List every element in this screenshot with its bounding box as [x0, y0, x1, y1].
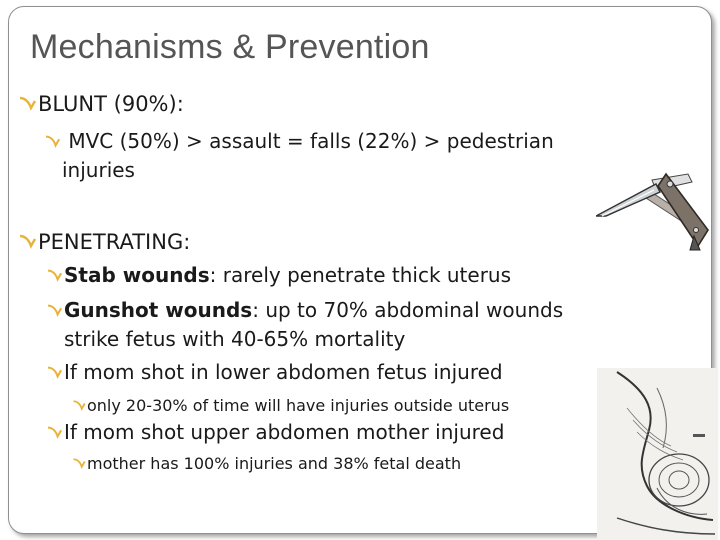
knife-icon — [596, 160, 716, 260]
gunshot-line — [46, 298, 563, 322]
lower-abdomen-text: If mom shot in lower abdomen fetus injured — [64, 360, 503, 384]
upper-detail-line — [72, 454, 461, 473]
bullet-icon — [72, 454, 87, 473]
lower-detail-text: only 20-30% of time will have injuries outside uterus — [87, 396, 510, 415]
stab-label: Stab wounds — [64, 263, 210, 287]
bullet-icon — [46, 420, 64, 444]
slide-title: Mechanisms & Prevention — [30, 28, 430, 66]
upper-detail-text: mother has 100% injuries and 38% fetal death — [87, 454, 462, 473]
blunt-sub-line — [44, 129, 554, 153]
blunt-sub-line2: injuries — [62, 158, 135, 182]
bullet-icon — [46, 263, 64, 287]
bullet-icon — [46, 298, 64, 322]
bullet-icon — [18, 230, 38, 254]
lower-abdomen-line — [46, 360, 503, 384]
anatomical-drawing — [597, 368, 718, 540]
gunshot-label: Gunshot wounds — [64, 298, 253, 322]
penetrating-heading: PENETRATING: — [38, 230, 191, 254]
upper-abdomen-line — [46, 420, 504, 444]
lower-detail-line — [72, 396, 509, 415]
bullet-icon — [44, 129, 62, 153]
gunshot-line2: strike fetus with 40-65% mortality — [64, 327, 406, 351]
stab-line — [46, 263, 511, 287]
stab-text: : rarely penetrate thick uterus — [209, 263, 512, 287]
blunt-mechanisms-text: MVC (50%) > assault = falls (22%) > pedestrian — [62, 129, 554, 153]
bullet-icon — [46, 360, 64, 384]
blunt-heading-line — [18, 92, 184, 116]
bullet-icon — [72, 396, 87, 415]
upper-abdomen-text: If mom shot upper abdomen mother injured — [64, 420, 505, 444]
bullet-icon — [18, 92, 38, 116]
penetrating-heading-line — [18, 230, 190, 254]
gunshot-text: : up to 70% abdominal wounds — [252, 298, 564, 322]
blunt-heading: BLUNT (90%): — [38, 92, 184, 116]
